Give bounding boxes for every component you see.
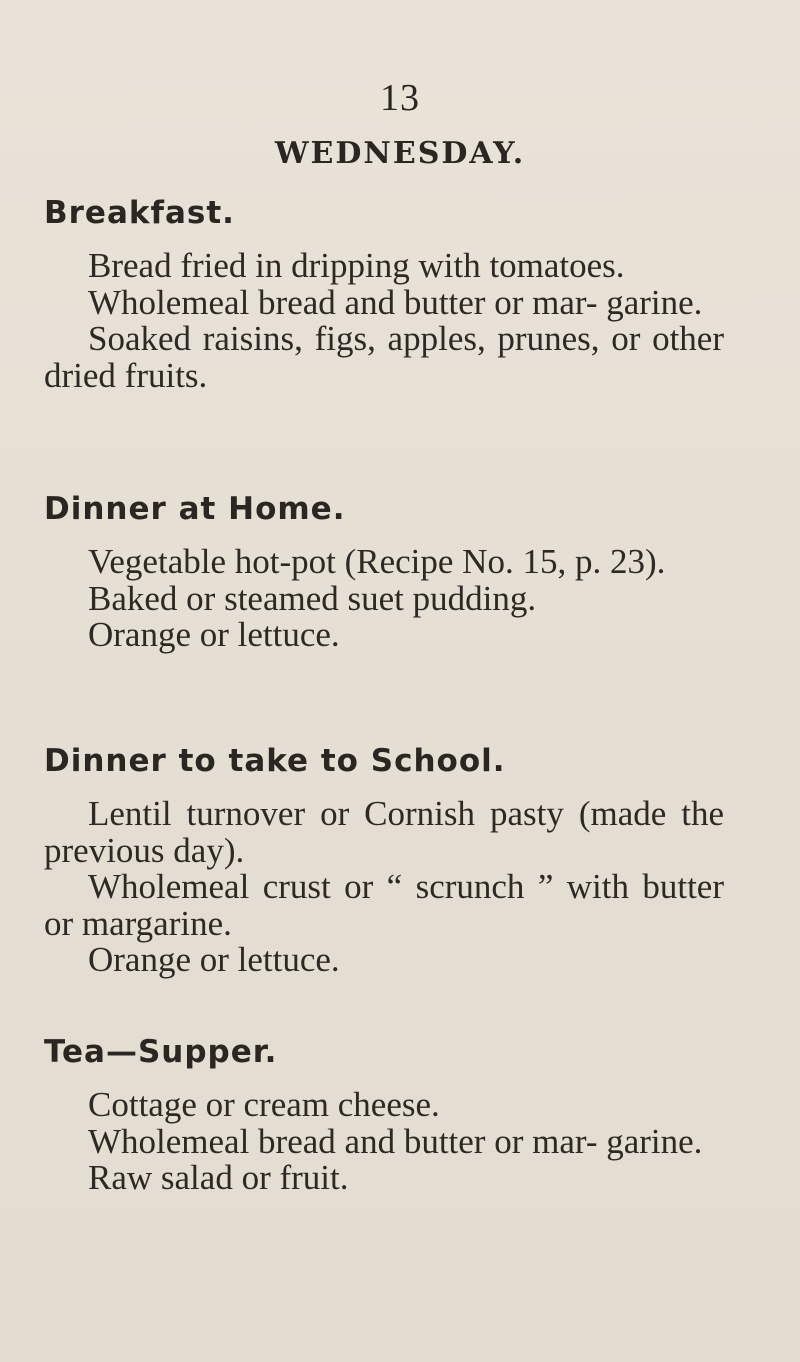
page-heading: WEDNESDAY. [274,136,526,171]
section-heading-breakfast: Breakfast. [44,195,235,231]
page-number: 13 [380,77,420,119]
menu-item: Lentil turnover or Cornish pasty (made the previous day). [44,794,724,870]
menu-item: Raw salad or fruit. [88,1158,349,1197]
menu-item: Soaked raisins, figs, apples, prunes, or other dried fruits. [44,319,724,395]
breakfast-menu-list [44,248,724,394]
section-heading-dinner-to-take-to-school: Dinner to take to School. [44,743,506,779]
menu-item: Cottage or cream cheese. [88,1085,440,1124]
section-heading-dinner-at-home: Dinner at Home. [44,491,346,527]
menu-item: Orange or lettuce. [88,615,340,654]
menu-item: Wholemeal crust or “ scrunch ” with butter or margarine. [44,867,724,943]
menu-item: Bread fried in dripping with tomatoes. [88,246,625,285]
menu-item: Orange or lettuce. [88,940,340,979]
dinner-at-home-menu-list [44,544,724,654]
menu-item: Baked or steamed suet pudding. [88,578,537,618]
dinner-to-take-to-school-menu-list [44,796,724,979]
menu-item: Wholemeal bread and butter or mar- garine. [88,282,703,322]
menu-item: Wholemeal bread and butter or mar- garine. [88,1121,703,1161]
tea-supper-menu-list [44,1087,724,1197]
section-heading-tea-supper: Tea—Supper. [44,1034,278,1070]
menu-item: Vegetable hot-pot (Recipe No. 15, p. 23). [88,542,666,581]
